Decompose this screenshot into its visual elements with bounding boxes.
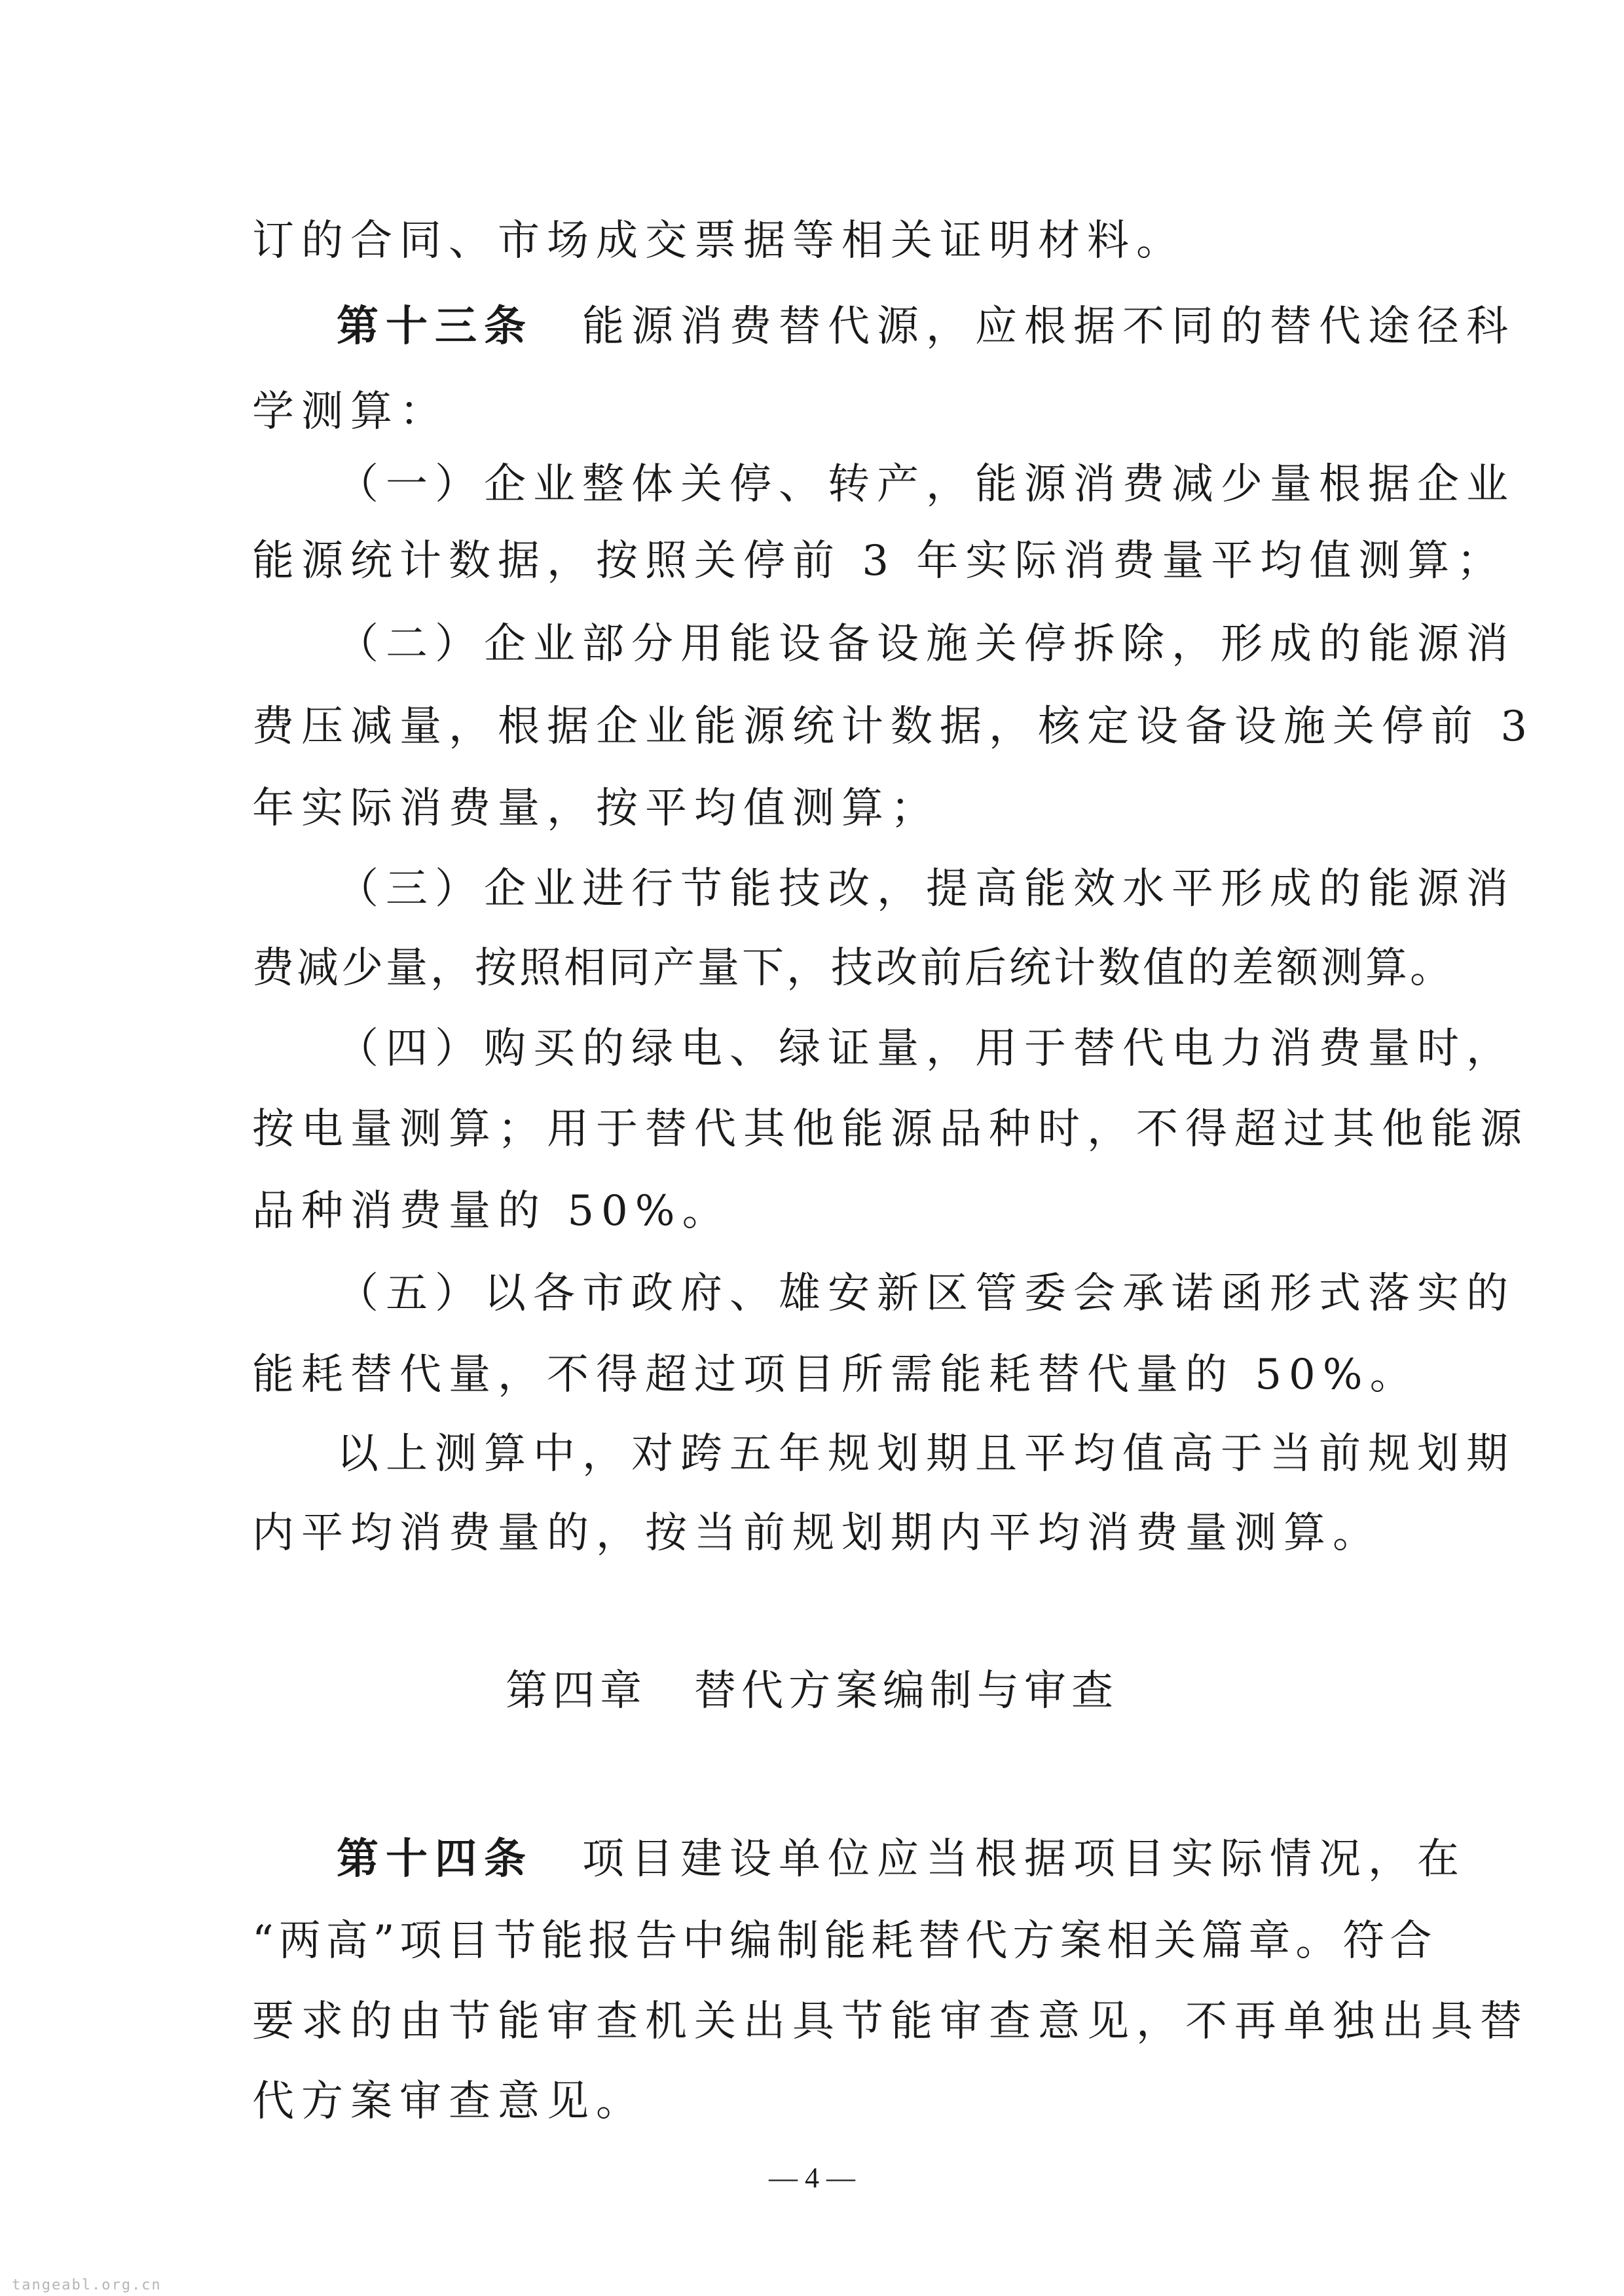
text-line: 费减少量，按照相同产量下，技改前后统计数值的差额测算。 — [252, 944, 1454, 993]
text-line: （四）购买的绿电、绿证量，用于替代电力消费量时， — [337, 1025, 1515, 1073]
page-number: — 4 — — [769, 2162, 855, 2194]
text-line: 以上测算中，对跨五年规划期且平均值高于当前规划期 — [337, 1430, 1515, 1478]
text-line: 按电量测算；用于替代其他能源品种时，不得超过其他能源 — [252, 1105, 1529, 1154]
text-line: 能源统计数据，按照关停前 3 年实际消费量平均值测算； — [252, 537, 1506, 585]
article-13-line: 第十三条 能源消费替代源，应根据不同的替代途径科 — [337, 302, 1515, 351]
text-line: （二）企业部分用能设备设施关停拆除，形成的能源消 — [337, 620, 1515, 668]
article-13-label: 第十三条 — [337, 302, 533, 351]
text-line: 学测算： — [252, 388, 449, 436]
article-14-label: 第十四条 — [337, 1835, 533, 1884]
text-line: （三）企业进行节能技改，提高能效水平形成的能源消 — [337, 865, 1515, 913]
text-line: 内平均消费量的，按当前规划期内平均消费量测算。 — [252, 1509, 1382, 1558]
text-line: 年实际消费量，按平均值测算； — [252, 784, 940, 833]
article-14-line: 第十四条 项目建设单位应当根据项目实际情况，在 — [337, 1835, 1466, 1884]
text-line: （五）以各市政府、雄安新区管委会承诺函形式落实的 — [337, 1269, 1515, 1318]
text-line: 能耗替代量，不得超过项目所需能耗替代量的 50%。 — [252, 1351, 1419, 1399]
watermark: tangeabl.org.cn — [12, 2277, 162, 2293]
text-line: 费压减量，根据企业能源统计数据，核定设备设施关停前 3 — [252, 702, 1535, 751]
text-line: 订的合同、市场成交票据等相关证明材料。 — [252, 217, 1185, 265]
text-line: 要求的由节能审查机关出具节能审查意见，不再单独出具替 — [252, 1997, 1529, 2046]
text-line: （一）企业整体关停、转产，能源消费减少量根据企业 — [337, 460, 1515, 509]
text-line: 品种消费量的 50%。 — [252, 1187, 731, 1235]
text-line: “两高”项目节能报告中编制能耗替代方案相关篇章。符合 — [252, 1917, 1437, 1965]
text-line: 代方案审查意见。 — [252, 2077, 645, 2126]
chapter-heading: 第四章 替代方案编制与审查 — [506, 1667, 1118, 1715]
